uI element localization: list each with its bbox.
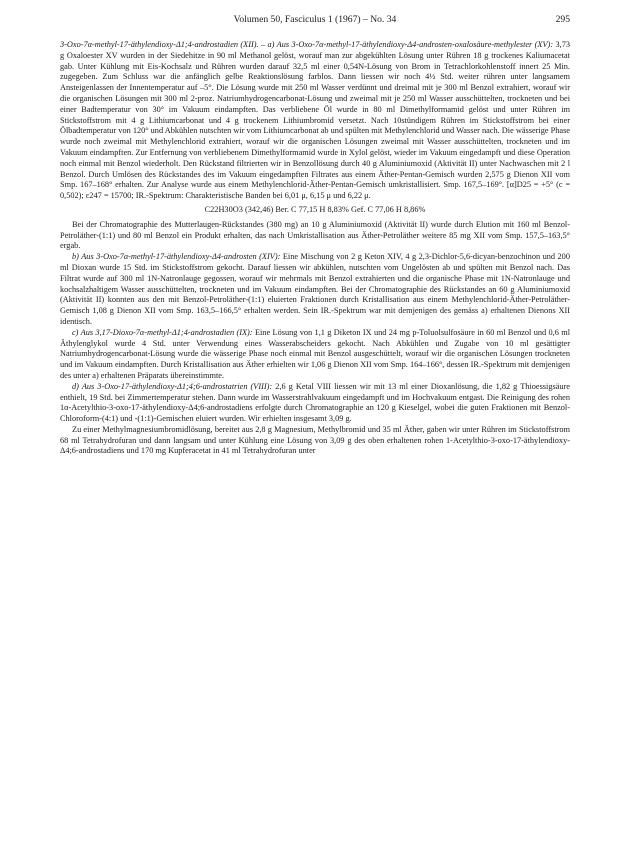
elemental-analysis-formula: C22H30O3 (342,46) Ber. C 77,15 H 8,83% Gef. C 77,06 H 8,86% [204,204,426,214]
paragraph-title: d) Aus 3-Oxo-17-äthylendioxy-Δ1;4;6-androstatrien (VIII): [72,381,273,391]
paragraph-compound-xii-d [60,382,570,425]
paragraph-compound-xii-a [60,40,570,202]
article-body [60,40,570,457]
paragraph-text: 3,73 g Oxaloester XV wurden in der Siedehitze in 90 ml Methanol gelöst, worauf man zur abgekühlten Lösung unter Rühren 18 g trockenes Kaliumacetat gab. Unter Kühlung mit Eis-Kochsalz und Rühren wurden darauf 32,5 ml einer 0,54N-Lösung von Brom in Tetrachlorkohlenstoff innert 25 Min. zugegeben. Zum Schluss war die anfänglich gelbe Reaktionslösung farblos. Dann liessen wir noch 4½ Std. weiter rühren unter langsamem Ansteigenlassen der Innentemperatur auf –5°. Die Lösung wurde mit 250 ml Wasser verdünnt und dreimal mit je 300 ml Benzol extrahiert, worauf wir die organischen Lösungen mit 300 ml 2-proz. Natriumhydrogencarbonat-Lösung und zweimal mit je 250 ml Wasser ausschüttelten, trockneten und bei einer Badtemperatur von 30° im Vakuum eindampften. Das verbliebene Öl wurde in 80 ml Dimethylformamid gelöst und unter Rühren im Stickstoffstrom mit 4 g Lithiumcarbonat und 4 g trockenem Lithiumbromid versetzt. Nach 10stündigem Rühren im Stickstoffstrom bei einer Ölbadtemperatur von 120° und Abkühlen nutschten wir vom Lithiumcarbonat ab und spülten mit Methylenchlorid und Wasser nach. Die wässerige Phase wurde noch zweimal mit Methylenchlorid extrahiert, worauf wir die organischen Lösungen zweimal mit Wasser ausschüttelten, trockneten und im Vakuum eindampften. Zur Entfernung von verbliebenem Dimethylformamid wurde in Xylol gelöst, wieder im Vakuum eingedampft und diese Operation noch einmal mit Benzol wiederholt. Den Rückstand filtrierten wir in Benzollösung durch 40 g Aluminiumoxid (Aktivität II) unter Nachwaschen mit 2 l Benzol. Durch Umlösen des Rückstandes des im Vakuum eingedampften Filtrates aus einem Äther-Pentan-Gemisch wurden 2,575 g Dienon XII vom Smp. 167–168° erhalten. Zur Analyse wurde aus einem Methylenchlorid-Äther-Pentan-Gemisch umkristallisiert. Smp. 167,5–169°. [α]D25 = +5° (c = 0,502); ε247 = 15700; IR.-Spektrum: Charakteristische Banden bei 6,01 μ, 6,15 μ und 6,22 μ. [60,40,570,201]
paragraph-mother-liquor [60,220,570,252]
paragraph-text: Eine Lösung von 1,1 g Diketon IX und 24 mg p-Toluolsulfosäure in 60 ml Benzol und 0,6 ml Äthylenglykol wurde 4 Std. unter Verwendung eines Wasserabscheiders gekocht. Nach Abkühlen und Zugabe von 10 ml gesättigter Natriumhydrogencarbonat-Lösung wurde die wässerige Phase noch einmal mit Benzol ausgeschüttelt, worauf wir die organischen Lösungen trockneten und im Vakuum eindampften. Durch Kristallisation aus Äther erhielten wir 1,06 g Dienon XII vom Smp. 164–166°, dessen IR.-Spektrum mit demjenigen des unter a) erhaltenen Präparats übereinstimmte. [60,327,570,380]
paragraph-title: b) Aus 3-Oxo-7α-methyl-17-äthylendioxy-Δ4-androsten (XIV): [72,252,281,262]
paragraph-text: Eine Mischung von 2 g Keton XIV, 4 g 2,3-Dichlor-5,6-dicyan-benzochinon und 200 ml Dioxan wurde 15 Std. im Stickstoffstrom gekocht. Darauf liessen wir abkühlen, nutschten vom Ungelösten ab und spülten mit Benzol nach. Das Filtrat wurde auf 300 ml 1N-Natronlauge gegossen, worauf wir mehrmals mit Benzol extrahierten und die organische Phase mit 1N-Natronlauge und kochsalzhaltigem Wasser ausschüttelten, trockneten und im Vakuum eindampften. Bei der Chromatographie des Rückstandes an 60 g Aluminiumoxid (Aktivität II) konnten aus den mit Benzol-Petroläther-(1:1) eluierten Fraktionen durch Kristallisation aus einem Methylenchlorid-Äther-Petroläther-Gemisch 1,08 g Dienon XII vom Smp. 163,5–166,5° erhalten werden. Sein IR.-Spektrum war mit demjenigen des gemäss a) erhaltenen Dienons XII identisch. [60,252,570,326]
paragraph-compound-xii-c [60,328,570,382]
running-header [60,14,570,28]
page-number: 295 [555,14,570,25]
paragraph-text: 2,6 g Ketal VIII liessen wir mit 13 ml einer Dioxanlösung, die 1,82 g Thioessigsäure enthielt, 19 Std. bei Zimmertemperatur stehen. Dann wurde im Wasserstrahlvakuum eingedampft und im Hochvakuum entgast. Die Reinigung des rohen 1α-Acetylthio-3-oxo-17-äthylendioxy-Δ4;6-androstadiens erfolgte durch Chromatographie an 120 g Kieselgel, wobei die guten Fraktionen mit Benzol-Chloroform-(4:1) und -(1:1)-Gemischen eluiert wurden. Wir erhielten insgesamt 3,09 g. [60,381,570,424]
paragraph-title: 3-Oxo-7α-methyl-17-äthylendioxy-Δ1;4-androstadien (XII). – a) Aus 3-Oxo-7α-methyl-17-äthylendioxy-Δ4-androsten-oxalosäure-methylester (XV): [60,40,554,49]
paragraph-text: Bei der Chromatographie des Mutterlaugen-Rückstandes (380 mg) an 10 g Aluminiumoxid (Aktivität II) wurde durch Elution mit 160 ml Benzol-Petroläther-(1:1) und 80 ml Benzol ein Produkt erhalten, das nach Umkristallisation aus Äther-Petroläther weitere 85 mg XII vom Smp. 157,5–163,5° ergab. [60,219,570,251]
paragraph-text: Zu einer Methylmagnesiumbromidlösung, bereitet aus 2,8 g Magnesium, Methylbromid und 35 ml Äther, gaben wir unter Rühren im Stickstoffstrom 68 ml Tetrahydrofuran und dann langsam und unter Kühlung eine Lösung von 3,09 g des oben erhaltenen rohen 1-Acetylthio-3-oxo-17-äthylendioxy-Δ4;6-androstadiens und 170 mg Kupferacetat in 41 ml Tetrahydrofuran unter [60,424,570,456]
paragraph-compound-xii-b [60,252,570,328]
paragraph-grignard [60,425,570,457]
paragraph-title: c) Aus 3,17-Dioxo-7α-methyl-Δ1;4-androstadien (IX): [72,327,253,337]
journal-citation: Volumen 50, Fasciculus 1 (1967) – No. 34 [233,14,397,25]
